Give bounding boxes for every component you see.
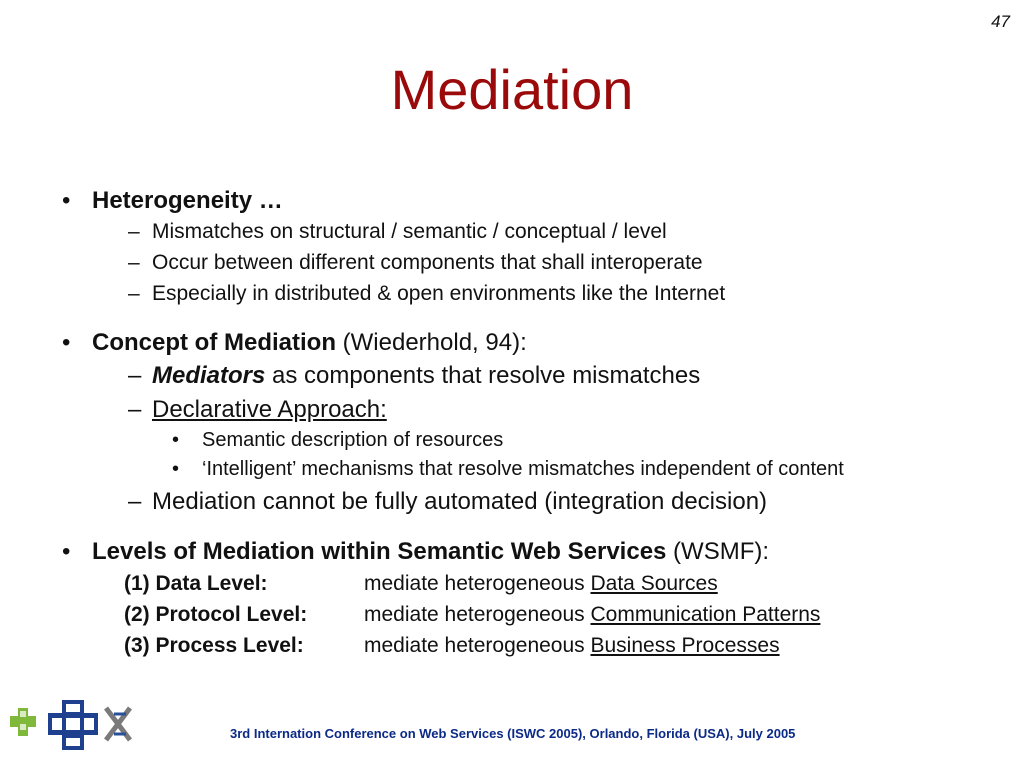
dash-marker: –: [128, 251, 140, 274]
level-desc: mediate heterogeneous: [364, 572, 591, 595]
dash-marker: –: [128, 362, 142, 389]
bullet-marker: •: [172, 429, 180, 451]
blue-cross-logo: [48, 700, 98, 750]
green-cross-logo: [10, 708, 36, 736]
bullet-marker: •: [62, 329, 71, 356]
slide-footer: 3rd Internation Conference on Web Services (ISWC 2005), Orlando, Florida (USA), July 2005: [230, 726, 796, 741]
level-link[interactable]: Communication Patterns: [590, 603, 821, 626]
dash-marker: –: [128, 220, 140, 243]
level-name: (2) Protocol Level:: [124, 603, 308, 626]
sub-sub-bullet-text: Semantic description of resources: [202, 429, 504, 451]
bullet-suffix: (WSMF):: [666, 538, 770, 565]
declarative-approach-link[interactable]: Declarative Approach:: [152, 396, 387, 423]
dash-marker: –: [128, 282, 140, 305]
level-link[interactable]: Data Sources: [590, 572, 718, 595]
bullet-label: Levels of Mediation within Semantic Web Services: [92, 538, 667, 565]
sub-bullet-text: Especially in distributed & open environments like the Internet: [152, 282, 726, 305]
sub-bullet-text: Occur between different components that shall interoperate: [152, 251, 703, 274]
sub-sub-bullet-text: ‘Intelligent’ mechanisms that resolve mismatches independent of content: [202, 458, 844, 480]
sub-bullet-text: Mediation cannot be fully automated (integration decision): [152, 488, 768, 515]
bullet-marker: •: [62, 187, 71, 214]
page-number: 47: [991, 12, 1010, 31]
bullet-label: Concept of Mediation: [92, 329, 336, 356]
sub-bullet-text: Mismatches on structural / semantic / conceptual / level: [152, 220, 667, 243]
level-desc: mediate heterogeneous: [364, 634, 591, 657]
emphasis-text: Mediators: [152, 362, 266, 389]
bullet-suffix: (Wiederhold, 94):: [335, 329, 527, 356]
level-name: (1) Data Level:: [124, 572, 268, 595]
bullet-label: Heterogeneity …: [92, 187, 283, 214]
slide-title: Mediation: [390, 58, 634, 121]
sub-bullet-text: as components that resolve mismatches: [265, 362, 701, 389]
bullet-marker: •: [172, 458, 180, 480]
dash-marker: –: [128, 488, 142, 515]
dash-marker: –: [128, 396, 142, 423]
bullet-marker: •: [62, 538, 71, 565]
level-name: (3) Process Level:: [124, 634, 304, 657]
conference-logos: [10, 700, 140, 752]
x-mark-logo: [106, 708, 130, 740]
level-desc: mediate heterogeneous: [364, 603, 591, 626]
level-link[interactable]: Business Processes: [590, 634, 780, 657]
